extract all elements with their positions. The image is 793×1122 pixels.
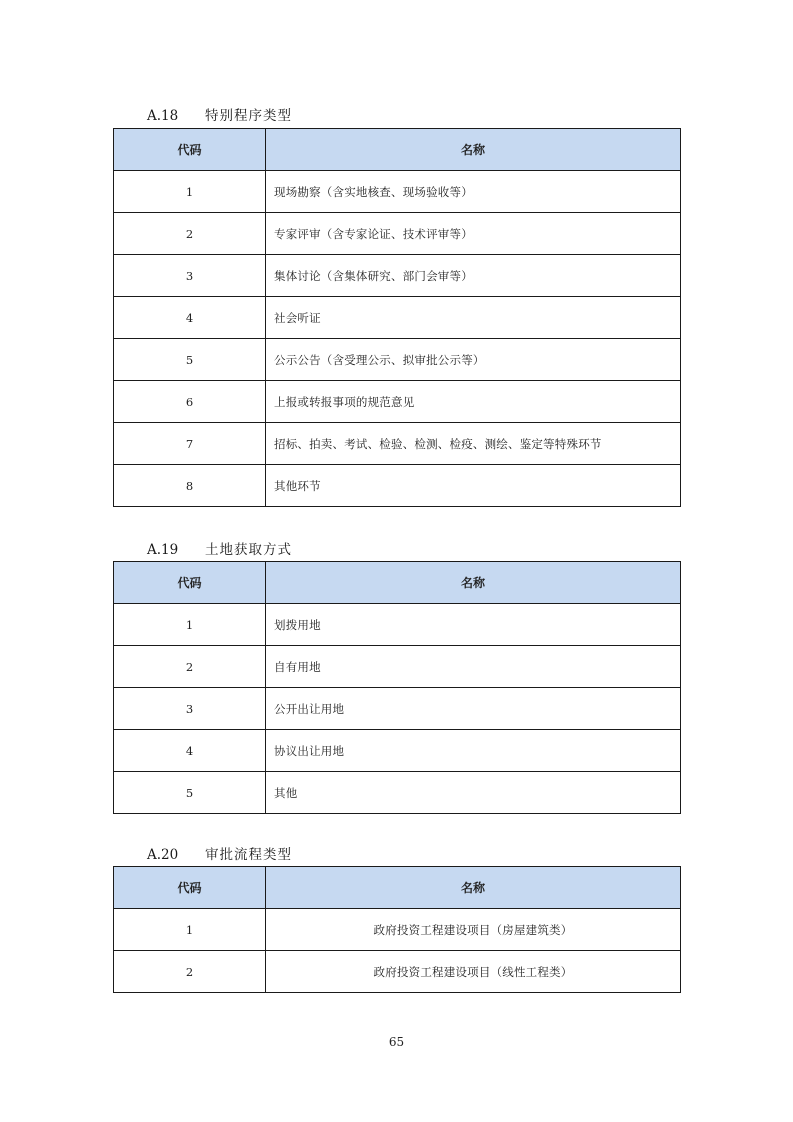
table-row bbox=[114, 255, 681, 297]
table-row bbox=[114, 465, 681, 507]
section-heading-a19 bbox=[147, 538, 292, 558]
table-row bbox=[114, 909, 681, 951]
name-cell: 上报或转报事项的规范意见 bbox=[266, 381, 681, 423]
section-heading-a20 bbox=[147, 843, 292, 863]
table-a19 bbox=[113, 561, 681, 814]
code-cell: 5 bbox=[114, 339, 266, 381]
code-cell: 7 bbox=[114, 423, 266, 465]
name-cell: 集体讨论（含集体研究、部门会审等） bbox=[266, 255, 681, 297]
section-heading-a18 bbox=[147, 104, 292, 124]
code-cell: 6 bbox=[114, 381, 266, 423]
code-cell: 2 bbox=[114, 213, 266, 255]
code-cell: 1 bbox=[114, 171, 266, 213]
table-row bbox=[114, 730, 681, 772]
code-cell: 3 bbox=[114, 255, 266, 297]
table-row bbox=[114, 772, 681, 814]
name-cell: 社会听证 bbox=[266, 297, 681, 339]
table-row bbox=[114, 951, 681, 993]
section-number: A.20 bbox=[147, 847, 179, 863]
column-header-code: 代码 bbox=[114, 867, 266, 909]
table-row bbox=[114, 604, 681, 646]
table-row bbox=[114, 297, 681, 339]
name-cell: 自有用地 bbox=[266, 646, 681, 688]
name-cell: 公示公告（含受理公示、拟审批公示等） bbox=[266, 339, 681, 381]
table-row bbox=[114, 423, 681, 465]
code-cell: 1 bbox=[114, 604, 266, 646]
column-header-name: 名称 bbox=[266, 129, 681, 171]
code-cell: 2 bbox=[114, 646, 266, 688]
name-cell: 公开出让用地 bbox=[266, 688, 681, 730]
code-cell: 8 bbox=[114, 465, 266, 507]
name-cell: 现场勘察（含实地核查、现场验收等） bbox=[266, 171, 681, 213]
table-row bbox=[114, 213, 681, 255]
code-cell: 4 bbox=[114, 730, 266, 772]
table-row bbox=[114, 339, 681, 381]
code-cell: 1 bbox=[114, 909, 266, 951]
section-title: 审批流程类型 bbox=[205, 847, 292, 863]
column-header-code: 代码 bbox=[114, 562, 266, 604]
table-header-row bbox=[114, 867, 681, 909]
name-cell: 其他 bbox=[266, 772, 681, 814]
table-header-row bbox=[114, 562, 681, 604]
column-header-name: 名称 bbox=[266, 562, 681, 604]
table-row bbox=[114, 171, 681, 213]
table-a18 bbox=[113, 128, 681, 507]
section-number: A.19 bbox=[147, 542, 179, 558]
code-cell: 2 bbox=[114, 951, 266, 993]
name-cell: 政府投资工程建设项目（房屋建筑类） bbox=[266, 909, 681, 951]
code-cell: 4 bbox=[114, 297, 266, 339]
name-cell: 招标、拍卖、考试、检验、检测、检疫、测绘、鉴定等特殊环节 bbox=[266, 423, 681, 465]
name-cell: 其他环节 bbox=[266, 465, 681, 507]
code-cell: 3 bbox=[114, 688, 266, 730]
name-cell: 政府投资工程建设项目（线性工程类） bbox=[266, 951, 681, 993]
table-a20 bbox=[113, 866, 681, 993]
column-header-name: 名称 bbox=[266, 867, 681, 909]
section-number: A.18 bbox=[147, 108, 179, 124]
column-header-code: 代码 bbox=[114, 129, 266, 171]
name-cell: 划拨用地 bbox=[266, 604, 681, 646]
table-row bbox=[114, 688, 681, 730]
page-number: 65 bbox=[388, 1035, 405, 1049]
table-row bbox=[114, 646, 681, 688]
section-title: 特别程序类型 bbox=[205, 108, 292, 124]
table-header-row bbox=[114, 129, 681, 171]
name-cell: 专家评审（含专家论证、技术评审等） bbox=[266, 213, 681, 255]
code-cell: 5 bbox=[114, 772, 266, 814]
section-title: 土地获取方式 bbox=[205, 542, 292, 558]
table-row bbox=[114, 381, 681, 423]
name-cell: 协议出让用地 bbox=[266, 730, 681, 772]
